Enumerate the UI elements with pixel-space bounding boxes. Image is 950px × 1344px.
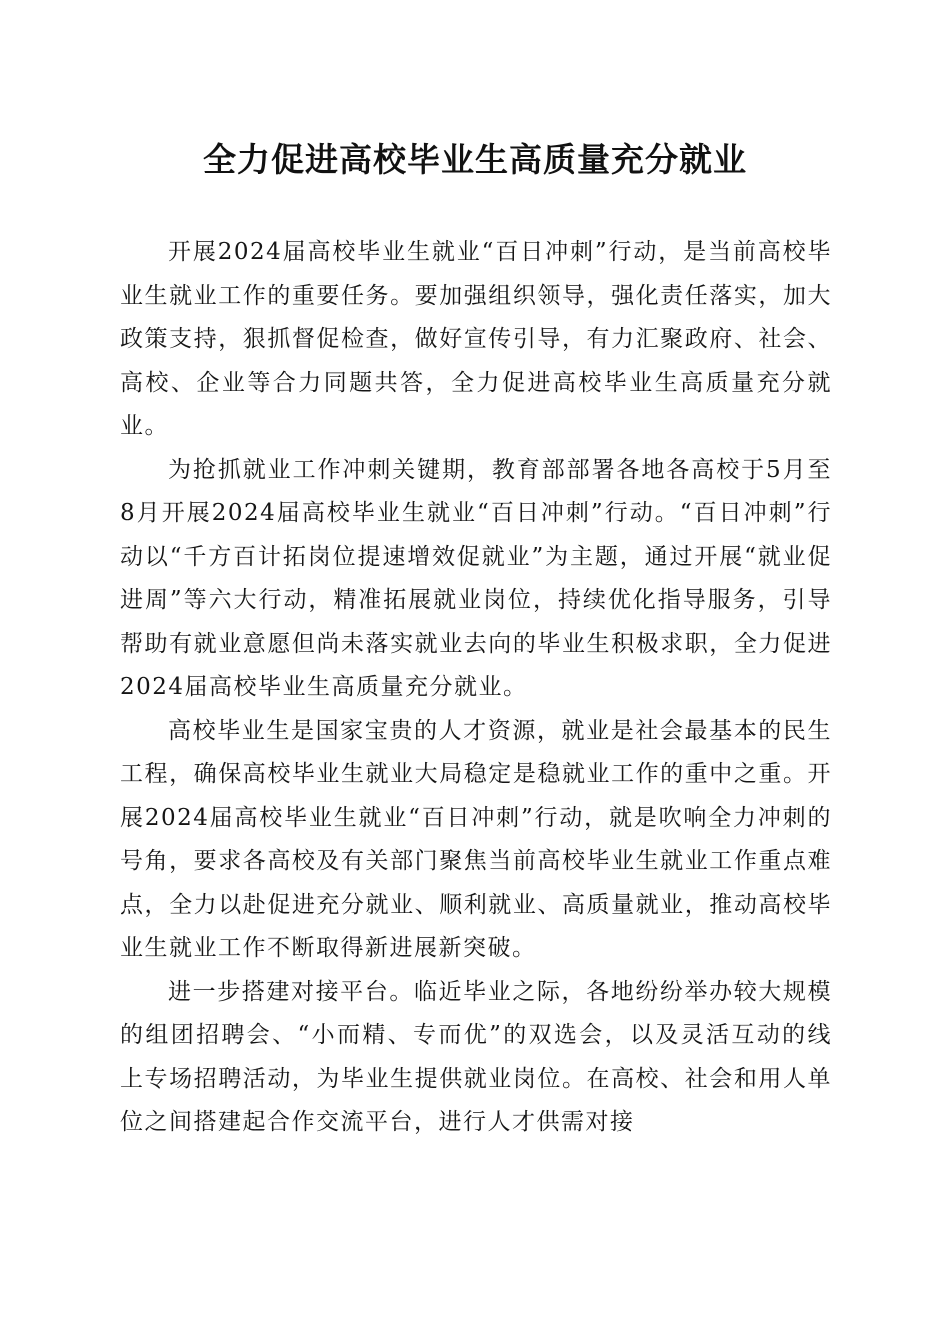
paragraph-1: 开展2024届高校毕业生就业“百日冲刺”行动，是当前高校毕业生就业工作的重要任务。要加强组织领导，强化责任落实，加大政策支持，狠抓督促检查，做好宣传引导，有力汇聚政府、社会、高校、企业等合力同题共答，全力促进高校毕业生高质量充分就业。: [120, 239, 832, 439]
document-title: 全力促进高校毕业生高质量充分就业: [203, 140, 747, 179]
paragraph-3: 高校毕业生是国家宝贵的人才资源，就业是社会最基本的民生工程，确保高校毕业生就业大局稳定是稳就业工作的重中之重。开展2024届高校毕业生就业“百日冲刺”行动，就是吹响全力冲刺的号角，要求各高校及有关部门聚焦当前高校毕业生就业工作重点难点，全力以赴促进充分就业、顺利就业、高质量就业，推动高校毕业生就业工作不断取得新进展新突破。: [120, 717, 832, 961]
paragraph-2: 为抢抓就业工作冲刺关键期，教育部部署各地各高校于5月至8月开展2024届高校毕业生就业“百日冲刺”行动。“百日冲刺”行动以“千方百计拓岗位提速增效促就业”为主题，通过开展“就业促进周”等六大行动，精准拓展就业岗位，持续优化指导服务，引导帮助有就业意愿但尚未落实就业去向的毕业生积极求职，全力促进2024届高校毕业生高质量充分就业。: [120, 456, 832, 700]
document-body: [120, 231, 832, 1145]
paragraph-4: 进一步搭建对接平台。临近毕业之际，各地纷纷举办较大规模的组团招聘会、“小而精、专而优”的双选会，以及灵活互动的线上专场招聘活动，为毕业生提供就业岗位。在高校、社会和用人单位之间搭建起合作交流平台，进行人才供需对接: [120, 978, 832, 1135]
